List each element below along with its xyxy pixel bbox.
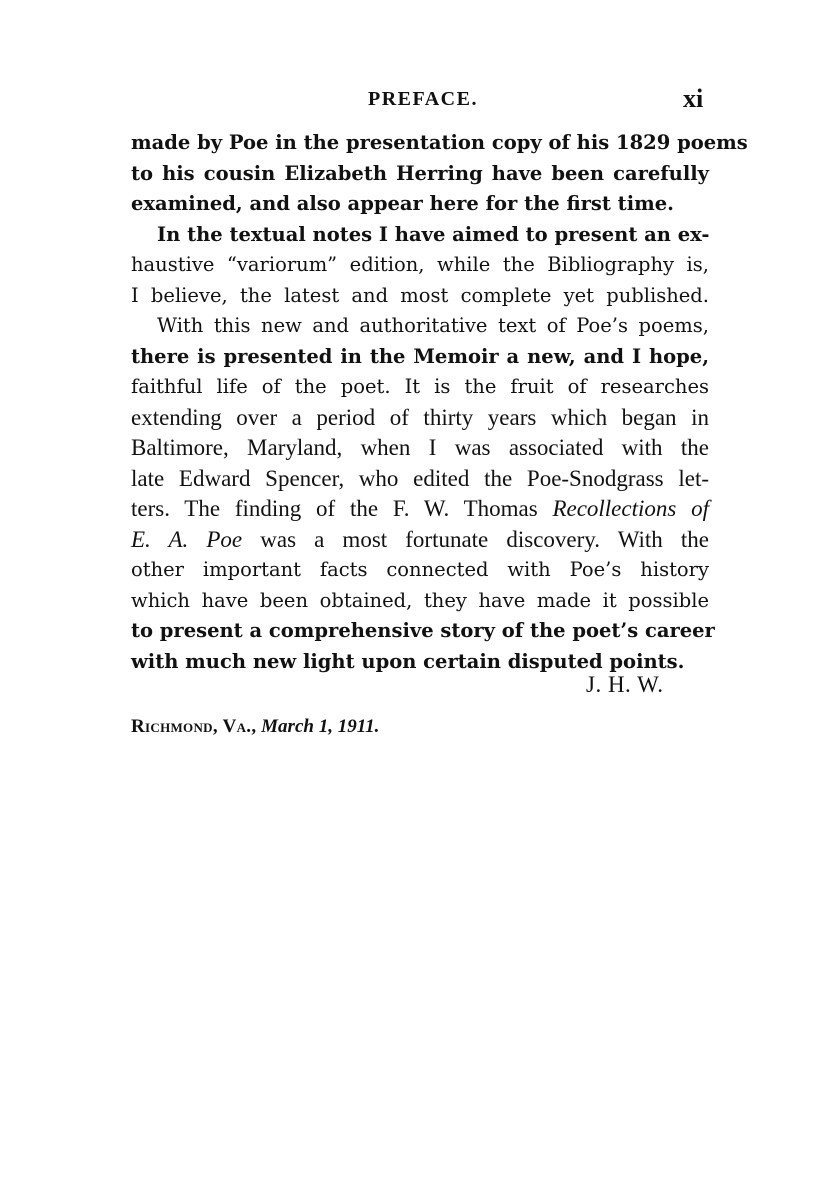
text-segment: ters. The finding of the F. W. Thomas bbox=[131, 496, 538, 521]
text-line: haustive “variorum” edition, while the Bibliography is, bbox=[131, 253, 709, 276]
book-title: E. A. Poe bbox=[131, 526, 243, 552]
text-line: there is presented in the Memoir a new, and I hope, bbox=[131, 344, 709, 368]
text-line: to his cousin Elizabeth Herring have been carefully bbox=[131, 161, 709, 185]
text-line: extending over a period of thirty years which began in bbox=[131, 404, 709, 430]
preface-body bbox=[131, 128, 748, 677]
running-title: PREFACE. bbox=[368, 88, 478, 110]
text-line: late Edward Spencer, who edited the Poe-Snodgrass let- bbox=[131, 465, 709, 491]
dateline-date: March 1, 1911. bbox=[261, 716, 380, 737]
text-line: faithful life of the poet. It is the fruit of researches bbox=[131, 375, 709, 398]
text-line: I believe, the latest and most complete yet published. bbox=[131, 283, 709, 307]
text-line: In the textual notes I have aimed to present an ex- bbox=[157, 222, 710, 246]
text-line: With this new and authoritative text of Poe’s poems, bbox=[157, 314, 709, 337]
text-line: other important facts connected with Poe’s history bbox=[131, 558, 709, 581]
text-line bbox=[131, 525, 709, 556]
text-line bbox=[131, 494, 709, 525]
text-line: with much new light upon certain disputed points. bbox=[131, 649, 685, 673]
dateline bbox=[131, 716, 379, 738]
dateline-place: Richmond, Va., bbox=[131, 716, 257, 737]
text-line: examined, and also appear here for the first time. bbox=[131, 192, 674, 215]
text-line: Baltimore, Maryland, when I was associated with the bbox=[131, 435, 709, 460]
text-line: made by Poe in the presentation copy of his 1829 poems bbox=[131, 131, 748, 154]
book-title: Recollections of bbox=[552, 496, 709, 521]
page-number: xi bbox=[683, 84, 704, 113]
text-segment: was a most fortunate discovery. With the bbox=[260, 526, 709, 552]
text-line: to present a comprehensive story of the poet’s career bbox=[131, 619, 715, 642]
text-line: which have been obtained, they have made it possible bbox=[131, 588, 709, 612]
author-initials: J. H. W. bbox=[586, 672, 664, 697]
